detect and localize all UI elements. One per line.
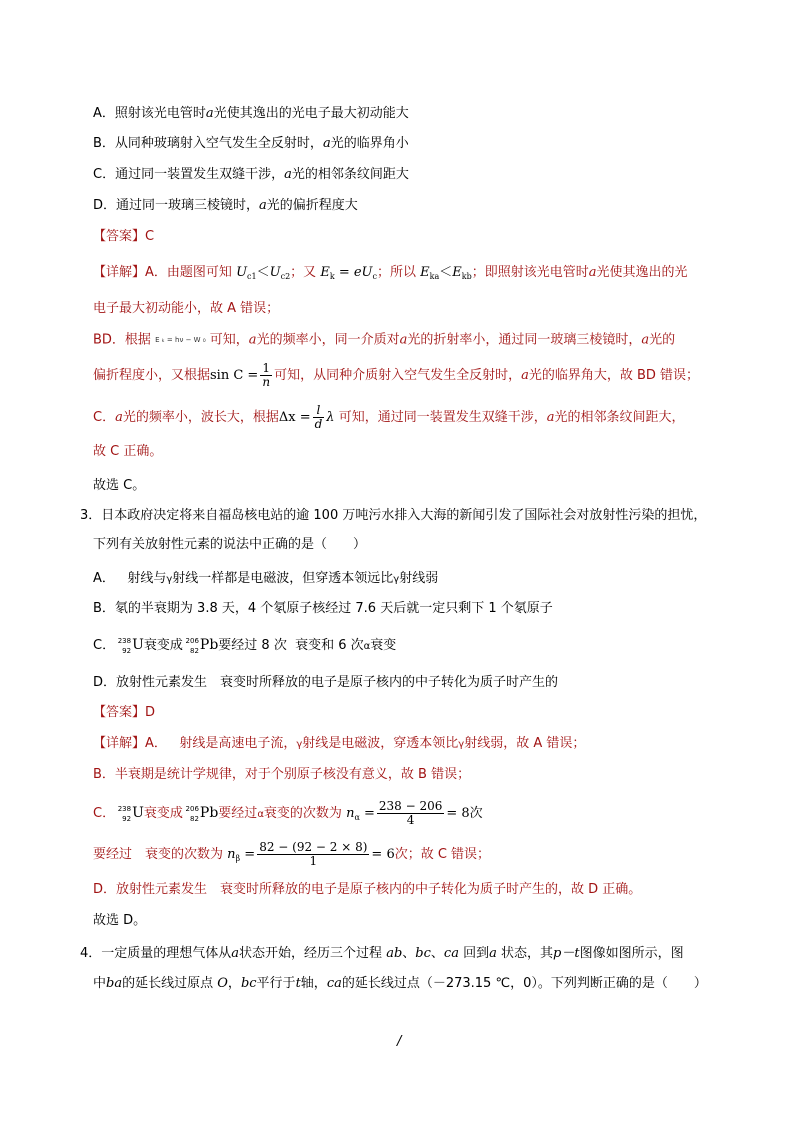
- q3-detail-line-4: 要经过 衰变的次数为 $n_\beta$ = $\frac{82 - (92 - 2 \times 8)}{1}$ = 6次；故 C 错误；: [93, 840, 491, 868]
- q2-option-d: D．通过同一玻璃三棱镜时，a光的偏折程度大: [93, 198, 358, 213]
- q3-detail-line-2: B．半衰期是统计学规律，对于个别原子核没有意义，故 B 错误；: [93, 767, 471, 782]
- q2-choose: 故选 C。: [93, 478, 146, 493]
- q2-answer: 【答案】C: [93, 229, 155, 244]
- q3-option-b: B．氡的半衰期为 3.8 天，4 个氡原子核经过 7.6 天后就一定只剩下 1 个氡原子: [93, 601, 553, 616]
- q3-option-a: A． 射线与γ射线一样都是电磁波，但穿透本领远比γ射线弱: [93, 571, 439, 586]
- q3-detail-line-5: D．放射性元素发生 衰变时所释放的电子是原子核内的中子转化为质子时产生的，故 D 正确。: [93, 882, 642, 897]
- q3-option-d: D．放射性元素发生 衰变时所释放的电子是原子核内的中子转化为质子时产生的: [93, 675, 559, 690]
- q3-stem-line-2: 下列有关放射性元素的说法中正确的是（ ）: [93, 537, 367, 552]
- q2-detail-line-6: 故 C 正确。: [93, 444, 163, 459]
- q3-detail-line-1: 【详解】A． 射线是高速电子流，γ射线是电磁波，穿透本领比γ射线弱，故 A 错误；: [93, 736, 586, 751]
- q2-detail-line-2: 电子最大初动能小，故 A 错误；: [93, 301, 280, 316]
- q3-option-c: C． 238 92 U衰变成 206 82 Pb要经过 8 次 衰变和 6 次α衰变: [93, 636, 397, 655]
- q3-stem-line-1: 3．日本政府决定将来自福岛核电站的逾 100 万吨污水排入大海的新闻引发了国际社会对放射性污染的担忧，: [80, 508, 707, 523]
- q2-option-b: B．从同种玻璃射入空气发生全反射时，a光的临界角小: [93, 136, 409, 151]
- q2-detail-line-5: C．a光的频率小，波长大，根据Δx = $\frac{l}{d}$ λ 可知，通过同一装置发生双缝干涉，a光的相邻条纹间距大，: [93, 403, 685, 431]
- q2-detail-line-4: 偏折程度小，又根据sin C = $\frac{1}{n}$ 可知，从同种介质射入空气发生全反射时，a光的临界角大，故 BD 错误；: [93, 361, 700, 389]
- q2-detail-line-1: 【详解】A．由题图可知 $U_{c1}<U_{c2}$；又 $E_k = eU_c$；所以 $E_{ka}<E_{kb}$；即照射该光电管时a光使其逸出的光: [93, 265, 688, 281]
- page-number: /: [397, 1034, 402, 1049]
- q3-choose: 故选 D。: [93, 913, 147, 928]
- q4-stem-line-1: 4．一定质量的理想气体从a状态开始，经历三个过程 ab、bc、ca 回到a 状态，其p－t图像如图所示，图: [80, 946, 684, 961]
- q3-answer: 【答案】D: [93, 705, 156, 720]
- q3-detail-line-3: C． 238 92 U衰变成 206 82 Pb要经过α衰变的次数为 $n_\alpha$ = $\frac{238 - 206}{4}$ = 8次: [93, 799, 483, 827]
- q2-detail-line-3: BD．根据 E ₖ = hν − W ₀ 可知，a光的频率小，同一介质对a光的折射率小，通过同一玻璃三棱镜时，a光的: [93, 332, 676, 348]
- q2-option-c: C．通过同一装置发生双缝干涉，a光的相邻条纹间距大: [93, 167, 409, 182]
- q4-stem-line-2: 中ba的延长线过原点 O，bc平行于t轴，ca的延长线过点（－273.15 ℃，0）。下列判断正确的是（ ）: [93, 976, 707, 991]
- q2-option-a: A．照射该光电管时a光使其逸出的光电子最大初动能大: [93, 106, 409, 121]
